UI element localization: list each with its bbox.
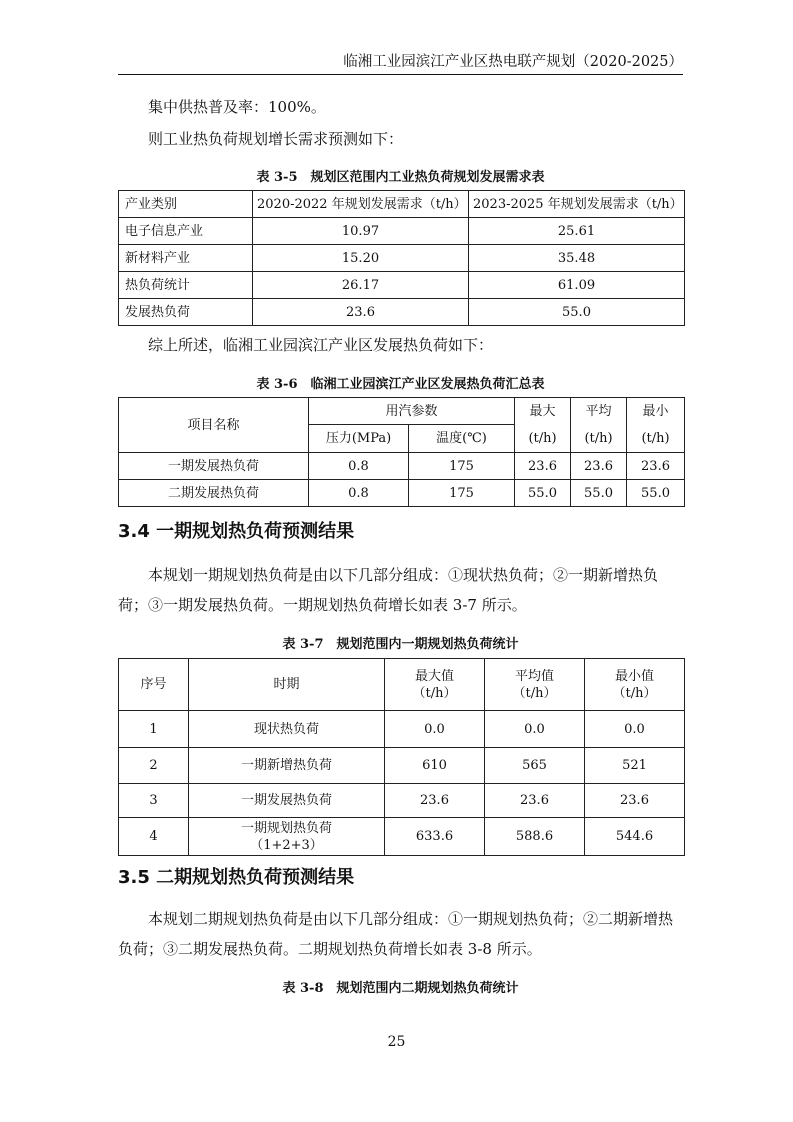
table-cell: 23.6	[627, 453, 685, 480]
table-row	[119, 299, 685, 326]
table-cell: 一期发展热负荷	[119, 453, 309, 480]
table-cell: 55.0	[515, 480, 571, 507]
table-cell: 521	[585, 748, 685, 784]
min-value-unit: （t/h）	[612, 685, 657, 701]
temperature-header: 温度(℃)	[409, 425, 515, 453]
table-cell: 0.8	[309, 453, 409, 480]
table-cell: 一期新增热负荷	[189, 748, 385, 784]
table-row	[119, 784, 685, 818]
table-cell: 0.0	[485, 711, 585, 748]
table-row	[119, 245, 685, 272]
forecast-line: 则工业热负荷规划增长需求预测如下：	[148, 130, 404, 148]
section-3-5-paragraph: 本规划二期规划热负荷是由以下几部分组成：①一期规划热负荷；②二期新增热负荷；③二期发展热负荷。二期规划热负荷增长如表 3-8 所示。	[118, 910, 674, 958]
table-row	[119, 218, 685, 245]
table-cell: 3	[119, 784, 189, 818]
table-cell: 2	[119, 748, 189, 784]
table-cell: 23.6	[571, 453, 627, 480]
max-value-unit: （t/h）	[412, 685, 457, 701]
table-cell: 0.0	[385, 711, 485, 748]
table-cell: 0.0	[585, 711, 685, 748]
table-cell: 565	[485, 748, 585, 784]
heating-rate-line: 集中供热普及率：100%。	[148, 98, 326, 116]
section-3-4-heading: 3.4 一期规划热负荷预测结果	[118, 521, 355, 542]
max-value-label: 最大值	[414, 668, 454, 684]
min-header-unit: (t/h)	[641, 431, 670, 446]
steam-params-header: 用汽参数	[309, 398, 515, 425]
table-cell: 61.09	[469, 272, 685, 299]
header-cell: 序号	[119, 659, 189, 711]
min-value-header	[585, 659, 685, 711]
table-cell: 55.0	[571, 480, 627, 507]
table-cell: 175	[409, 480, 515, 507]
table-cell: 544.6	[585, 818, 685, 856]
table-cell: 10.97	[253, 218, 469, 245]
max-value-header	[385, 659, 485, 711]
max-header-label: 最大	[529, 404, 556, 419]
table-row	[119, 748, 685, 784]
table-header-row	[119, 398, 685, 425]
table-cell: 23.6	[585, 784, 685, 818]
table-cell: 588.6	[485, 818, 585, 856]
table-cell	[189, 818, 385, 856]
avg-header-unit: (t/h)	[584, 431, 613, 446]
period-formula: （1+2+3）	[250, 837, 323, 853]
avg-value-unit: （t/h）	[512, 685, 557, 701]
pressure-header: 压力(MPa)	[309, 425, 409, 453]
table-3-5	[118, 190, 685, 326]
avg-value-header	[485, 659, 585, 711]
section-3-4-paragraph: 本规划一期规划热负荷是由以下几部分组成：①现状热负荷；②一期新增热负荷；③一期发展热负荷。一期规划热负荷增长如表 3-7 所示。	[118, 566, 659, 614]
table-cell: 23.6	[253, 299, 469, 326]
table-row	[119, 818, 685, 856]
table-cell: 23.6	[385, 784, 485, 818]
table-3-7-caption: 表 3-7 规划范围内一期规划热负荷统计	[282, 637, 519, 652]
header-cell: 产业类别	[119, 191, 253, 218]
page-number: 25	[387, 1034, 406, 1050]
table-cell: 55.0	[627, 480, 685, 507]
table-row	[119, 453, 685, 480]
table-3-6	[118, 397, 685, 507]
table-row	[119, 272, 685, 299]
table-3-7	[118, 658, 685, 856]
table-cell: 电子信息产业	[119, 218, 253, 245]
header-cell: 2023-2025 年规划发展需求（t/h）	[469, 191, 685, 218]
table-cell: 633.6	[385, 818, 485, 856]
avg-value-label: 平均值	[514, 668, 554, 684]
table-cell: 新材料产业	[119, 245, 253, 272]
table-cell: 现状热负荷	[189, 711, 385, 748]
table-cell: 4	[119, 818, 189, 856]
item-name-header: 项目名称	[119, 398, 309, 453]
header-cell: 时期	[189, 659, 385, 711]
min-value-label: 最小值	[614, 668, 654, 684]
table-cell: 0.8	[309, 480, 409, 507]
avg-header	[571, 398, 627, 453]
table-header-row	[119, 659, 685, 711]
min-header	[627, 398, 685, 453]
table-3-8-caption: 表 3-8 规划范围内二期规划热负荷统计	[282, 981, 519, 996]
max-header-unit: (t/h)	[528, 431, 557, 446]
table-cell: 26.17	[253, 272, 469, 299]
table-cell: 55.0	[469, 299, 685, 326]
table-cell: 热负荷统计	[119, 272, 253, 299]
page-header: 临湘工业园滨江产业区热电联产规划（2020-2025）	[343, 54, 683, 70]
table-cell: 610	[385, 748, 485, 784]
table-cell: 25.61	[469, 218, 685, 245]
table-cell: 1	[119, 711, 189, 748]
table-row	[119, 711, 685, 748]
table-cell: 15.20	[253, 245, 469, 272]
summary-line: 综上所述，临湘工业园滨江产业区发展热负荷如下：	[148, 336, 494, 354]
table-row	[119, 480, 685, 507]
section-3-5-heading: 3.5 二期规划热负荷预测结果	[118, 867, 355, 888]
table-cell: 23.6	[485, 784, 585, 818]
period-label: 一期规划热负荷	[240, 820, 332, 836]
header-rule	[118, 74, 683, 75]
max-header	[515, 398, 571, 453]
table-header-row	[119, 191, 685, 218]
header-cell: 2020-2022 年规划发展需求（t/h）	[253, 191, 469, 218]
table-cell: 二期发展热负荷	[119, 480, 309, 507]
avg-header-label: 平均	[585, 404, 612, 419]
table-cell: 35.48	[469, 245, 685, 272]
table-cell: 发展热负荷	[119, 299, 253, 326]
table-cell: 一期发展热负荷	[189, 784, 385, 818]
table-cell: 23.6	[515, 453, 571, 480]
table-3-6-caption: 表 3-6 临湘工业园滨江产业区发展热负荷汇总表	[256, 377, 545, 392]
min-header-label: 最小	[642, 404, 669, 419]
table-3-5-caption: 表 3-5 规划区范围内工业热负荷规划发展需求表	[256, 170, 545, 185]
table-cell: 175	[409, 453, 515, 480]
